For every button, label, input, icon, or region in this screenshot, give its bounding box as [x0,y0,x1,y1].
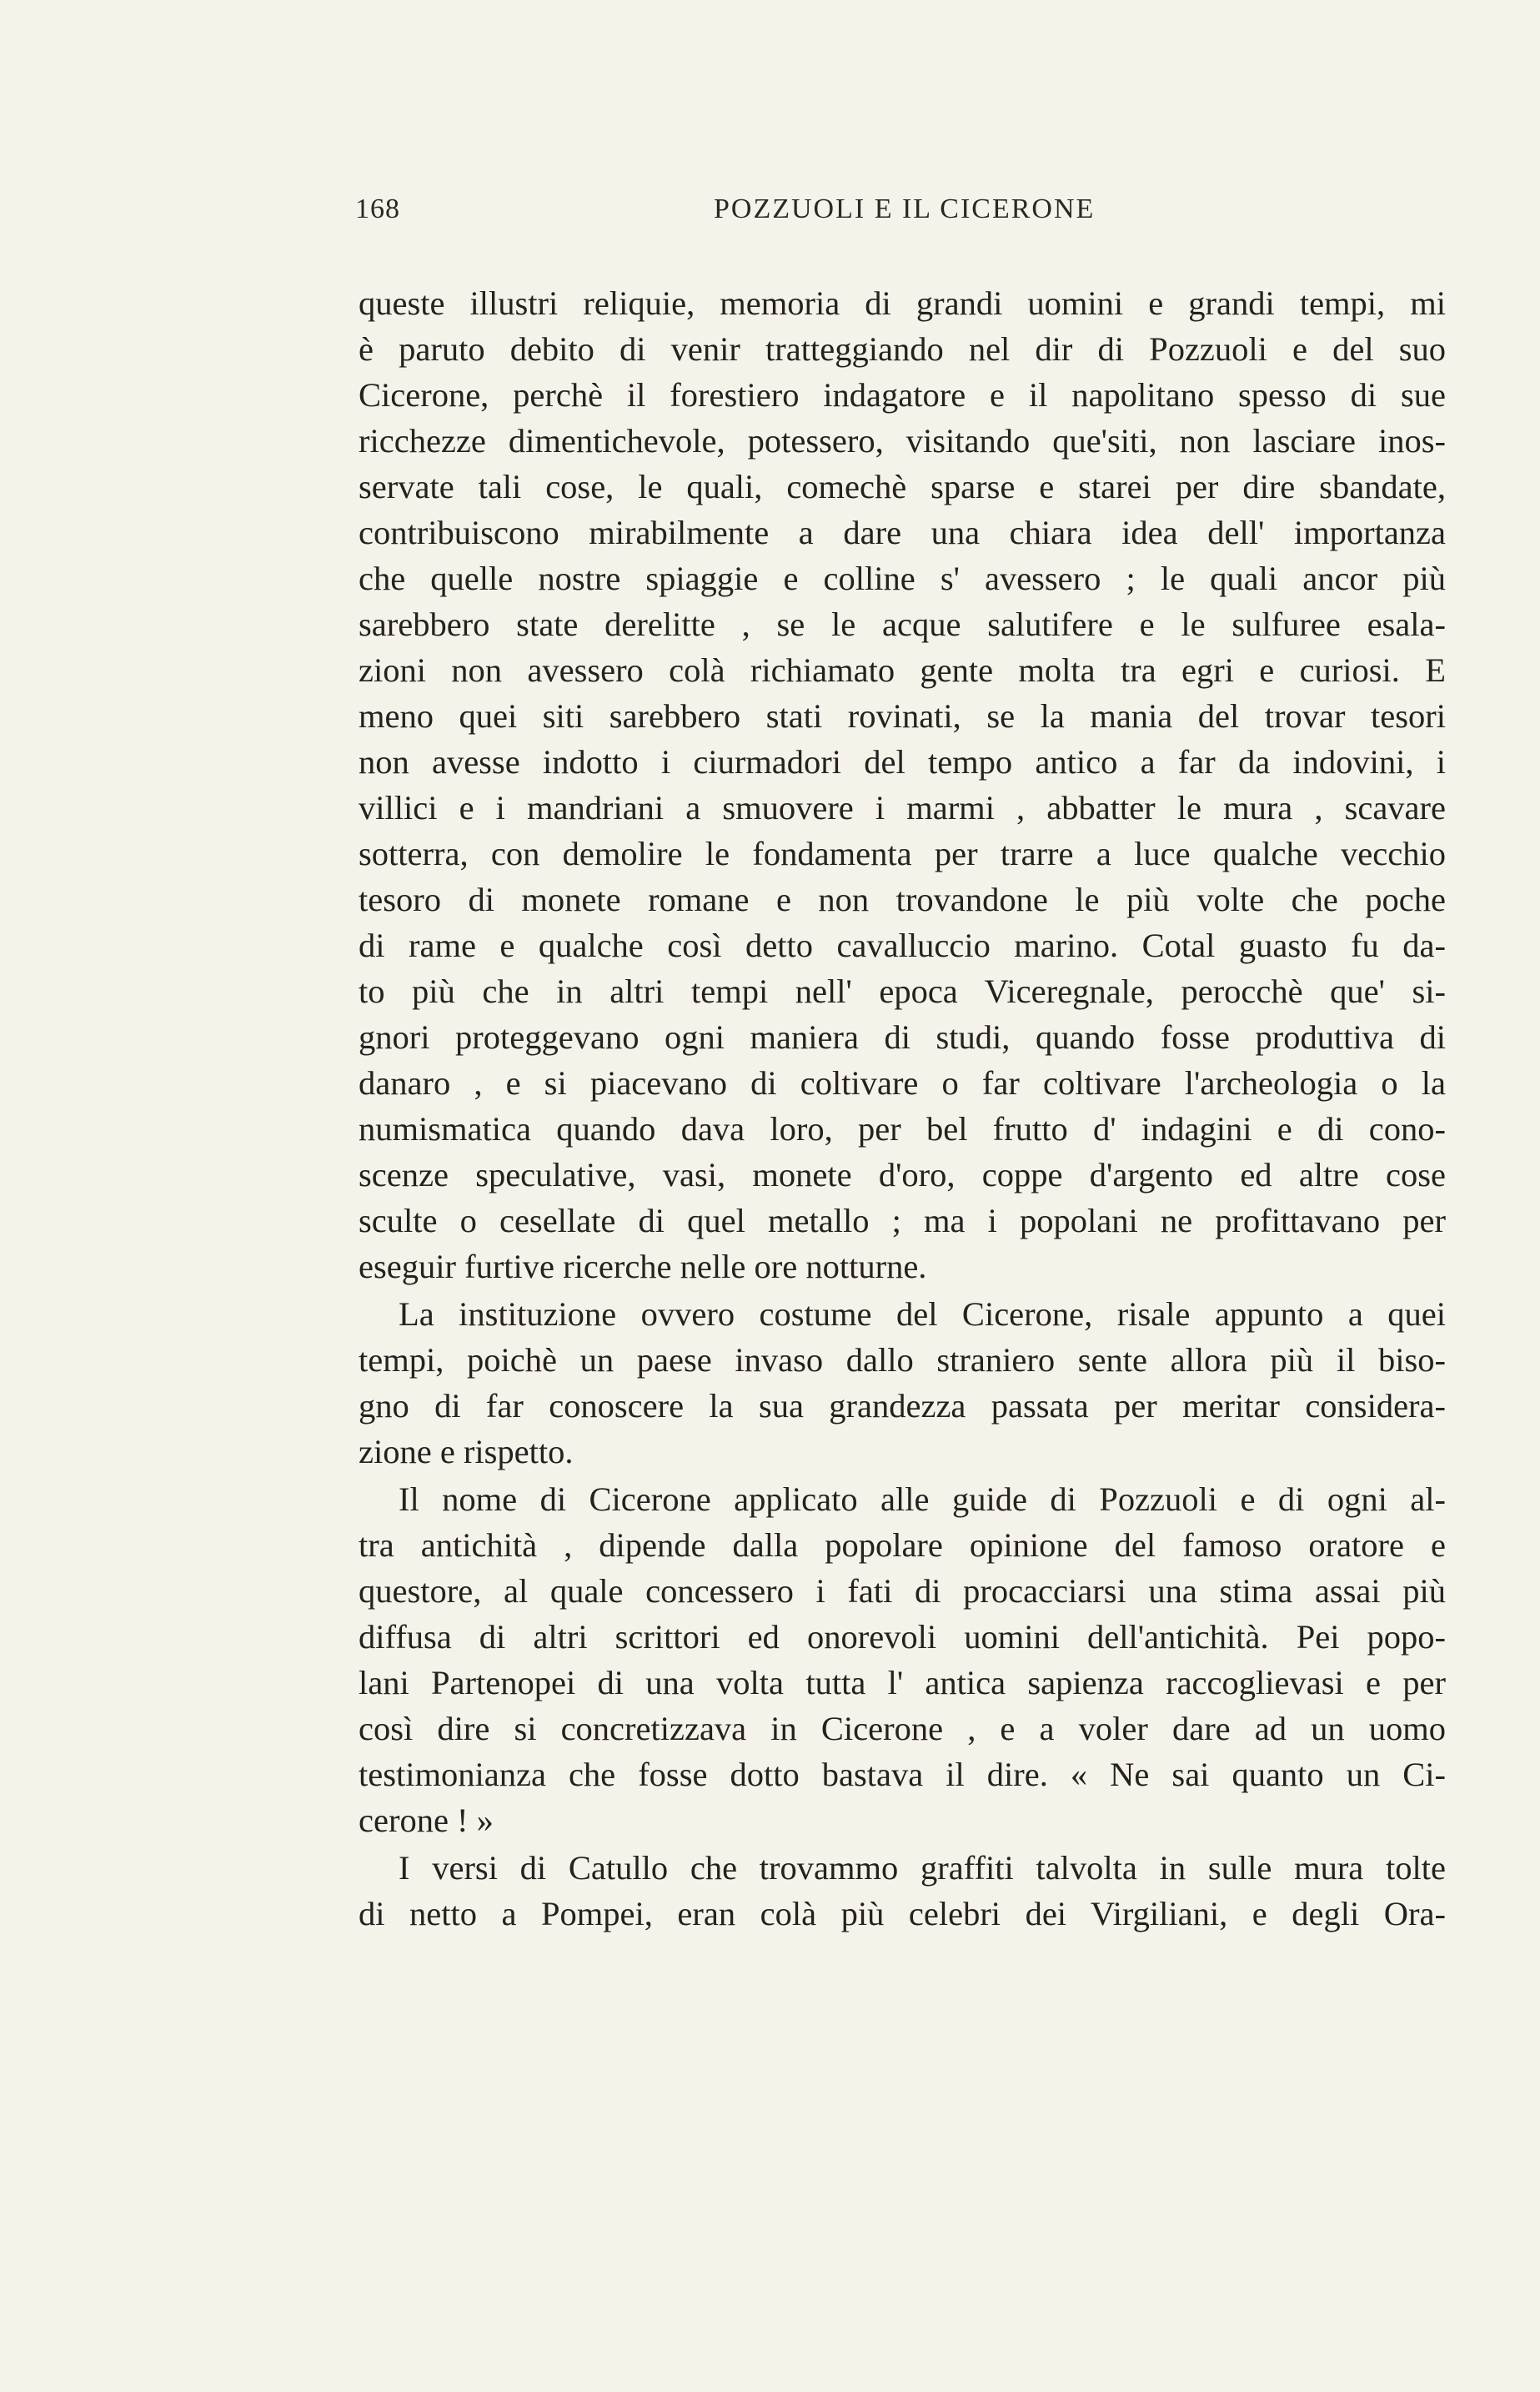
text-line: Il nome di Cicerone applicato alle guide di Pozzuoli e di ogni al- [399,1480,1446,1518]
text-line: di rame e qualche così detto cavalluccio marino. Cotal guasto fu da- [359,927,1446,964]
text-line: testimonianza che fosse dotto bastava il dire. « Ne sai quanto un Ci- [359,1756,1446,1793]
text-line: tesoro di monete romane e non trovandone le più volte che poche [359,881,1446,918]
text-line: così dire si concretizzava in Cicerone , e a voler dare ad un uomo [359,1710,1446,1747]
text-line: sculte o cesellate di quel metallo ; ma i popolani ne profittavano per [359,1202,1446,1239]
text-line: zioni non avessero colà richiamato gente molta tra egri e curiosi. E [359,651,1446,689]
text-line: che quelle nostre spiaggie e colline s' avessero ; le quali ancor più [359,560,1446,597]
running-title: POZZUOLI E IL CICERONE [714,193,1096,224]
text-line: contribuiscono mirabilmente a dare una chiara idea dell' importanza [359,514,1446,551]
paragraph-1 [359,280,1446,1289]
text-line: questore, al quale concessero i fati di procacciarsi una stima assai più [359,1572,1446,1610]
text-line: numismatica quando dava loro, per bel frutto d' indagini e di cono- [359,1110,1446,1148]
text-line: non avesse indotto i ciurmadori del tempo antico a far da indovini, i [359,743,1446,781]
text-line: danaro , e si piacevano di coltivare o far coltivare l'archeologia o la [359,1064,1446,1102]
text-line: diffusa di altri scrittori ed onorevoli uomini dell'antichità. Pei popo- [359,1618,1446,1656]
text-line: sotterra, con demolire le fondamenta per trarre a luce qualche vecchio [359,835,1446,872]
paragraph-2 [359,1291,1446,1475]
text-line: lani Partenopei di una volta tutta l' antica sapienza raccoglievasi e per [359,1664,1446,1701]
text-line: di netto a Pompei, eran colà più celebri dei Virgiliani, e degli Ora- [359,1895,1446,1932]
paragraph-4 [359,1845,1446,1937]
text-line: La instituzione ovvero costume del Cicerone, risale appunto a quei [399,1295,1446,1333]
text-line: zione e rispetto. [359,1433,574,1470]
paragraph-3 [359,1476,1446,1843]
text-line: Cicerone, perchè il forestiero indagatore e il napolitano spesso di sue [359,376,1446,414]
text-line: villici e i mandriani a smuovere i marmi , abbatter le mura , scavare [359,789,1446,827]
text-line: gnori proteggevano ogni maniera di studi, quando fosse produttiva di [359,1018,1446,1056]
text-line: è paruto debito di venir tratteggiando nel dir di Pozzuoli e del suo [359,330,1446,368]
text-line: sarebbero state derelitte , se le acque salutifere e le sulfuree esala- [359,606,1446,643]
text-line: queste illustri reliquie, memoria di grandi uomini e grandi tempi, mi [359,284,1446,322]
text-line: ricchezze dimentichevole, potessero, visitando que'siti, non lasciare inos- [359,422,1446,460]
running-head [355,193,1446,235]
text-line: tempi, poichè un paese invaso dallo straniero sente allora più il biso- [359,1341,1446,1379]
text-line: scenze speculative, vasi, monete d'oro, coppe d'argento ed altre cose [359,1156,1446,1193]
text-line: cerone ! » [359,1802,494,1839]
text-line: meno quei siti sarebbero stati rovinati, se la mania del trovar tesori [359,697,1446,735]
body-text [359,280,1446,1937]
text-line: servate tali cose, le quali, comechè sparse e starei per dire sbandate, [359,468,1446,505]
text-line: I versi di Catullo che trovammo graffiti talvolta in sulle mura tolte [399,1849,1446,1887]
text-line: to più che in altri tempi nell' epoca Viceregnale, perocchè que' si- [359,972,1446,1010]
text-line: eseguir furtive ricerche nelle ore notturne. [359,1248,927,1285]
page-number: 168 [355,193,400,224]
text-line: gno di far conoscere la sua grandezza passata per meritar considera- [359,1387,1446,1425]
text-line: tra antichità , dipende dalla popolare opinione del famoso oratore e [359,1526,1446,1564]
